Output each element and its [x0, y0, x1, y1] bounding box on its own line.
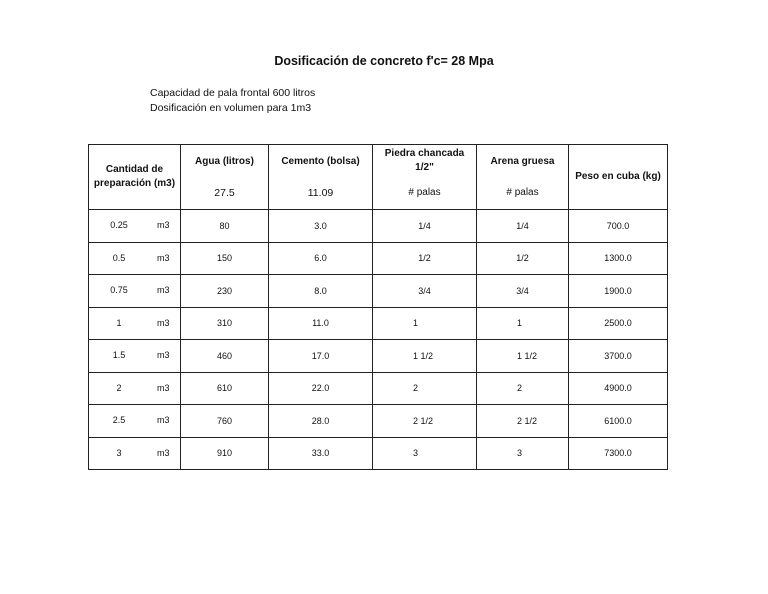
- header-prep-line2: preparación (m3): [93, 178, 176, 189]
- cell-sand: 2: [477, 372, 569, 405]
- table-row: [89, 307, 668, 340]
- header-cement: [269, 145, 373, 210]
- cell-water: 80: [181, 210, 269, 243]
- cell-weight: 700.0: [569, 210, 668, 243]
- cell-sand: 1: [477, 307, 569, 340]
- header-stone-line1: Piedra chancada: [384, 148, 465, 159]
- cell-weight: 6100.0: [569, 405, 668, 438]
- cell-cement: 28.0: [269, 405, 373, 438]
- cell-water: 460: [181, 340, 269, 373]
- header-water-label: Agua (litros): [195, 156, 254, 167]
- dosage-note: Dosificación en volumen para 1m3: [150, 102, 312, 114]
- cell-qty: 1: [116, 317, 122, 328]
- cell-weight: 4900.0: [569, 372, 668, 405]
- cell-qty: 2.5: [112, 415, 126, 426]
- cell-stone: 3: [373, 437, 477, 470]
- table-header-row: [89, 145, 668, 210]
- cell-stone: 3/4: [373, 275, 477, 308]
- cell-stone: 2: [373, 372, 477, 405]
- cell-weight: 2500.0: [569, 307, 668, 340]
- capacity-note: Capacidad de pala frontal 600 litros: [150, 87, 316, 99]
- cell-unit: m3: [157, 285, 170, 296]
- cell-weight: 3700.0: [569, 340, 668, 373]
- header-sand: [477, 145, 569, 210]
- cell-water: 310: [181, 307, 269, 340]
- cell-sand: 2 1/2: [477, 405, 569, 438]
- header-water-value: 27.5: [214, 187, 235, 199]
- table-row: [89, 242, 668, 275]
- cell-sand: 1/4: [477, 210, 569, 243]
- cell-qty: 1.5: [112, 350, 126, 361]
- header-weight: [569, 145, 668, 210]
- table-row: [89, 340, 668, 373]
- header-stone-sub: # palas: [408, 187, 441, 198]
- cell-unit: m3: [157, 447, 170, 458]
- cell-unit: m3: [157, 415, 170, 426]
- table-row: [89, 210, 668, 243]
- cell-water: 230: [181, 275, 269, 308]
- cell-water: 610: [181, 372, 269, 405]
- header-stone-line2: 1/2": [415, 162, 434, 173]
- cell-weight: 7300.0: [569, 437, 668, 470]
- cell-stone: 1/4: [373, 210, 477, 243]
- header-prep-line1: Cantidad de: [105, 164, 164, 175]
- cell-cement: 22.0: [269, 372, 373, 405]
- cell-stone: 1 1/2: [373, 340, 477, 373]
- cell-weight: 1900.0: [569, 275, 668, 308]
- dosage-table: [88, 144, 668, 470]
- cell-qty: 0.5: [112, 252, 126, 263]
- cell-qty: 2: [116, 382, 122, 393]
- cell-qty: 3: [116, 447, 122, 458]
- cell-unit: m3: [157, 220, 170, 231]
- header-sand-label: Arena gruesa: [490, 156, 555, 167]
- table-row: [89, 372, 668, 405]
- table-row: [89, 405, 668, 438]
- cell-sand: 1 1/2: [477, 340, 569, 373]
- cell-cement: 33.0: [269, 437, 373, 470]
- header-weight-label: Peso en cuba (kg): [575, 171, 661, 182]
- cell-cement: 8.0: [269, 275, 373, 308]
- header-cement-label: Cemento (bolsa): [281, 156, 360, 167]
- header-stone: [373, 145, 477, 210]
- cell-weight: 1300.0: [569, 242, 668, 275]
- header-sand-sub: # palas: [506, 187, 539, 198]
- header-cement-value: 11.09: [307, 187, 334, 199]
- cell-sand: 1/2: [477, 242, 569, 275]
- header-preparation: [89, 145, 181, 210]
- cell-stone: 1: [373, 307, 477, 340]
- page-title: Dosificación de concreto f'c= 28 Mpa: [274, 54, 494, 68]
- table-row: [89, 437, 668, 470]
- cell-unit: m3: [157, 350, 170, 361]
- cell-unit: m3: [157, 382, 170, 393]
- cell-water: 760: [181, 405, 269, 438]
- header-water: [181, 145, 269, 210]
- cell-cement: 11.0: [269, 307, 373, 340]
- cell-stone: 2 1/2: [373, 405, 477, 438]
- cell-unit: m3: [157, 317, 170, 328]
- cell-water: 150: [181, 242, 269, 275]
- cell-unit: m3: [157, 252, 170, 263]
- table-row: [89, 275, 668, 308]
- cell-cement: 17.0: [269, 340, 373, 373]
- cell-sand: 3: [477, 437, 569, 470]
- cell-cement: 6.0: [269, 242, 373, 275]
- cell-qty: 0.75: [110, 285, 128, 296]
- cell-stone: 1/2: [373, 242, 477, 275]
- cell-cement: 3.0: [269, 210, 373, 243]
- cell-sand: 3/4: [477, 275, 569, 308]
- cell-qty: 0.25: [110, 220, 128, 231]
- cell-water: 910: [181, 437, 269, 470]
